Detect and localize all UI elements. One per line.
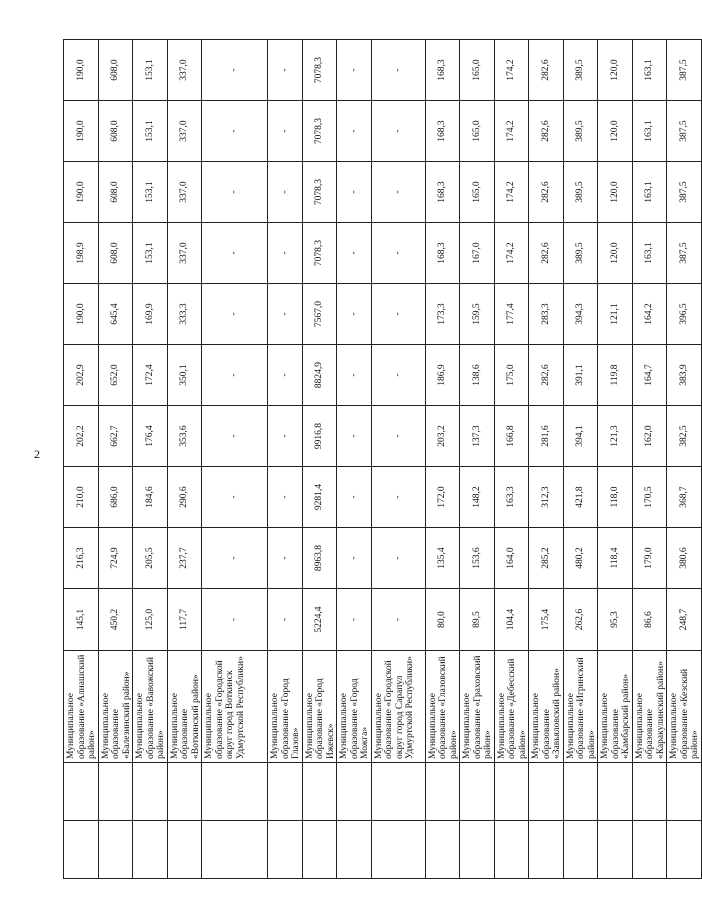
value-cell: 389,5 bbox=[563, 162, 598, 223]
value-cell: 175,4 bbox=[529, 589, 564, 651]
empty-cell bbox=[598, 821, 633, 879]
value-cell: 95,3 bbox=[598, 589, 633, 651]
empty-cell bbox=[167, 763, 202, 821]
value-cell: 7078,3 bbox=[302, 162, 337, 223]
value-cell: 282,6 bbox=[529, 40, 564, 101]
value-cell: 174,2 bbox=[494, 101, 529, 162]
value-cell: 164,2 bbox=[632, 284, 667, 345]
value-cell: 135,4 bbox=[425, 528, 460, 589]
value-cell: 337,0 bbox=[167, 162, 202, 223]
table-row bbox=[632, 40, 667, 879]
value-cell: - bbox=[268, 467, 303, 528]
value-cell: 686,0 bbox=[98, 467, 133, 528]
value-cell: - bbox=[371, 162, 425, 223]
value-cell: 283,3 bbox=[529, 284, 564, 345]
value-cell: 282,6 bbox=[529, 345, 564, 406]
value-cell: 394,3 bbox=[563, 284, 598, 345]
table-row bbox=[202, 40, 268, 879]
value-cell: - bbox=[268, 406, 303, 467]
empty-cell bbox=[563, 763, 598, 821]
value-cell: 205,5 bbox=[133, 528, 168, 589]
value-cell: 608,0 bbox=[98, 162, 133, 223]
value-cell: 389,5 bbox=[563, 223, 598, 284]
table-row bbox=[494, 40, 529, 879]
value-cell: 282,6 bbox=[529, 101, 564, 162]
value-cell: - bbox=[337, 162, 372, 223]
value-cell: 389,5 bbox=[563, 40, 598, 101]
value-cell: 163,1 bbox=[632, 40, 667, 101]
value-cell: 387,5 bbox=[667, 223, 702, 284]
empty-cell bbox=[302, 821, 337, 879]
value-cell: 80,0 bbox=[425, 589, 460, 651]
value-cell: 394,1 bbox=[563, 406, 598, 467]
value-cell: 198,9 bbox=[64, 223, 99, 284]
empty-cell bbox=[371, 763, 425, 821]
value-cell: 167,0 bbox=[460, 223, 495, 284]
value-cell: 153,6 bbox=[460, 528, 495, 589]
value-cell: 391,1 bbox=[563, 345, 598, 406]
value-cell: 179,0 bbox=[632, 528, 667, 589]
table-row bbox=[302, 40, 337, 879]
table-row bbox=[133, 40, 168, 879]
value-cell: 237,7 bbox=[167, 528, 202, 589]
page-number: 2 bbox=[34, 447, 40, 461]
value-cell: 162,0 bbox=[632, 406, 667, 467]
value-cell: 138,6 bbox=[460, 345, 495, 406]
value-cell: 337,0 bbox=[167, 101, 202, 162]
value-cell: 262,6 bbox=[563, 589, 598, 651]
value-cell: - bbox=[202, 223, 268, 284]
value-cell: - bbox=[268, 345, 303, 406]
value-cell: 153,1 bbox=[133, 162, 168, 223]
rotated-table-container bbox=[63, 39, 700, 879]
value-cell: 148,2 bbox=[460, 467, 495, 528]
table-row bbox=[268, 40, 303, 879]
value-cell: - bbox=[268, 162, 303, 223]
empty-cell bbox=[98, 763, 133, 821]
value-cell: - bbox=[337, 467, 372, 528]
empty-cell bbox=[460, 763, 495, 821]
empty-cell bbox=[167, 821, 202, 879]
value-cell: 137,3 bbox=[460, 406, 495, 467]
value-cell: 421,8 bbox=[563, 467, 598, 528]
municipality-name: Муниципальное образование «Глазовский район» bbox=[425, 651, 460, 763]
value-cell: 608,0 bbox=[98, 40, 133, 101]
value-cell: - bbox=[202, 528, 268, 589]
value-cell: 120,0 bbox=[598, 101, 633, 162]
empty-cell bbox=[529, 763, 564, 821]
value-cell: 190,0 bbox=[64, 284, 99, 345]
value-cell: - bbox=[202, 345, 268, 406]
table-row bbox=[167, 40, 202, 879]
value-cell: - bbox=[202, 467, 268, 528]
value-cell: 165,0 bbox=[460, 162, 495, 223]
value-cell: 8824,9 bbox=[302, 345, 337, 406]
value-cell: 121,1 bbox=[598, 284, 633, 345]
municipality-name: Муниципальное образование «Городской округ город Воткинск Удмуртской Республики» bbox=[202, 651, 268, 763]
empty-cell bbox=[64, 763, 99, 821]
table-row bbox=[529, 40, 564, 879]
value-cell: 164,7 bbox=[632, 345, 667, 406]
value-cell: 175,0 bbox=[494, 345, 529, 406]
value-cell: 7567,0 bbox=[302, 284, 337, 345]
value-cell: 89,5 bbox=[460, 589, 495, 651]
value-cell: 169,9 bbox=[133, 284, 168, 345]
value-cell: - bbox=[268, 40, 303, 101]
value-cell: 387,5 bbox=[667, 40, 702, 101]
value-cell: 163,1 bbox=[632, 223, 667, 284]
value-cell: - bbox=[268, 528, 303, 589]
value-cell: 120,0 bbox=[598, 162, 633, 223]
value-cell: 168,3 bbox=[425, 223, 460, 284]
value-cell: - bbox=[337, 284, 372, 345]
value-cell: - bbox=[371, 284, 425, 345]
value-cell: 216,3 bbox=[64, 528, 99, 589]
empty-cell bbox=[268, 821, 303, 879]
empty-cell bbox=[632, 821, 667, 879]
municipality-name: Муниципальное образование «Завьяловский район» bbox=[529, 651, 564, 763]
value-cell: 190,0 bbox=[64, 40, 99, 101]
municipality-name: Муниципальное образование «Дебесский район» bbox=[494, 651, 529, 763]
value-cell: 383,9 bbox=[667, 345, 702, 406]
value-cell: 5224,4 bbox=[302, 589, 337, 651]
value-cell: 353,6 bbox=[167, 406, 202, 467]
value-cell: 389,5 bbox=[563, 101, 598, 162]
value-cell: 333,3 bbox=[167, 284, 202, 345]
value-cell: 210,0 bbox=[64, 467, 99, 528]
value-cell: 170,5 bbox=[632, 467, 667, 528]
empty-cell bbox=[98, 821, 133, 879]
value-cell: 202,9 bbox=[64, 345, 99, 406]
empty-cell bbox=[337, 821, 372, 879]
municipality-name: Муниципальное образование «Граховский район» bbox=[460, 651, 495, 763]
value-cell: 176,4 bbox=[133, 406, 168, 467]
value-cell: 285,2 bbox=[529, 528, 564, 589]
empty-cell bbox=[667, 763, 702, 821]
value-cell: 382,5 bbox=[667, 406, 702, 467]
value-cell: 396,5 bbox=[667, 284, 702, 345]
value-cell: 153,1 bbox=[133, 101, 168, 162]
table-row bbox=[64, 40, 99, 879]
empty-cell bbox=[133, 821, 168, 879]
value-cell: 163,1 bbox=[632, 162, 667, 223]
value-cell: 312,3 bbox=[529, 467, 564, 528]
value-cell: 337,0 bbox=[167, 223, 202, 284]
value-cell: 290,6 bbox=[167, 467, 202, 528]
empty-cell bbox=[64, 821, 99, 879]
value-cell: 164,0 bbox=[494, 528, 529, 589]
table-row bbox=[460, 40, 495, 879]
value-cell: 86,6 bbox=[632, 589, 667, 651]
value-cell: - bbox=[202, 406, 268, 467]
value-cell: 165,0 bbox=[460, 101, 495, 162]
value-cell: 184,6 bbox=[133, 467, 168, 528]
table-row bbox=[667, 40, 702, 879]
data-table bbox=[63, 39, 702, 879]
empty-cell bbox=[529, 821, 564, 879]
value-cell: 120,0 bbox=[598, 223, 633, 284]
empty-cell bbox=[133, 763, 168, 821]
empty-cell bbox=[460, 821, 495, 879]
value-cell: 117,7 bbox=[167, 589, 202, 651]
empty-cell bbox=[371, 821, 425, 879]
value-cell: 163,3 bbox=[494, 467, 529, 528]
empty-cell bbox=[425, 821, 460, 879]
value-cell: - bbox=[337, 223, 372, 284]
value-cell: - bbox=[268, 101, 303, 162]
value-cell: 153,1 bbox=[133, 40, 168, 101]
empty-cell bbox=[598, 763, 633, 821]
value-cell: - bbox=[202, 589, 268, 651]
value-cell: - bbox=[268, 223, 303, 284]
value-cell: - bbox=[268, 589, 303, 651]
value-cell: - bbox=[337, 528, 372, 589]
value-cell: 174,2 bbox=[494, 162, 529, 223]
value-cell: 7078,3 bbox=[302, 223, 337, 284]
value-cell: 450,2 bbox=[98, 589, 133, 651]
table-row bbox=[598, 40, 633, 879]
value-cell: 380,6 bbox=[667, 528, 702, 589]
value-cell: - bbox=[337, 345, 372, 406]
value-cell: 153,1 bbox=[133, 223, 168, 284]
value-cell: 172,4 bbox=[133, 345, 168, 406]
table-row bbox=[98, 40, 133, 879]
value-cell: 7078,3 bbox=[302, 101, 337, 162]
municipality-name: Муниципальное образование «Игринский район» bbox=[563, 651, 598, 763]
value-cell: - bbox=[371, 528, 425, 589]
value-cell: 119,8 bbox=[598, 345, 633, 406]
value-cell: - bbox=[371, 345, 425, 406]
value-cell: 125,0 bbox=[133, 589, 168, 651]
value-cell: 168,3 bbox=[425, 101, 460, 162]
value-cell: 608,0 bbox=[98, 101, 133, 162]
empty-cell bbox=[494, 821, 529, 879]
value-cell: 104,4 bbox=[494, 589, 529, 651]
value-cell: 387,5 bbox=[667, 162, 702, 223]
empty-cell bbox=[563, 821, 598, 879]
value-cell: - bbox=[371, 223, 425, 284]
municipality-name: Муниципальное образование «Кезский район» bbox=[667, 651, 702, 763]
value-cell: 159,5 bbox=[460, 284, 495, 345]
value-cell: - bbox=[337, 40, 372, 101]
value-cell: 368,7 bbox=[667, 467, 702, 528]
value-cell: 174,2 bbox=[494, 223, 529, 284]
value-cell: 120,0 bbox=[598, 40, 633, 101]
value-cell: 387,5 bbox=[667, 101, 702, 162]
value-cell: 724,9 bbox=[98, 528, 133, 589]
municipality-name: Муниципальное образование «Городской округ город Сарапул Удмуртской Республики» bbox=[371, 651, 425, 763]
municipality-name: Муниципальное образование «Каракулинский район» bbox=[632, 651, 667, 763]
empty-cell bbox=[302, 763, 337, 821]
value-cell: 203,2 bbox=[425, 406, 460, 467]
value-cell: 165,0 bbox=[460, 40, 495, 101]
table-row bbox=[337, 40, 372, 879]
value-cell: 173,3 bbox=[425, 284, 460, 345]
empty-cell bbox=[632, 763, 667, 821]
value-cell: 282,6 bbox=[529, 223, 564, 284]
municipality-name: Муниципальное образование «Балезинский район» bbox=[98, 651, 133, 763]
empty-cell bbox=[337, 763, 372, 821]
value-cell: - bbox=[202, 284, 268, 345]
value-cell: 172,0 bbox=[425, 467, 460, 528]
empty-cell bbox=[202, 763, 268, 821]
municipality-name: Муниципальное образование «Город Можга» bbox=[337, 651, 372, 763]
value-cell: 177,4 bbox=[494, 284, 529, 345]
table-row bbox=[425, 40, 460, 879]
value-cell: 8963,8 bbox=[302, 528, 337, 589]
value-cell: 121,3 bbox=[598, 406, 633, 467]
value-cell: - bbox=[371, 101, 425, 162]
municipality-name: Муниципальное образование «Алнашский район» bbox=[64, 651, 99, 763]
empty-cell bbox=[268, 763, 303, 821]
value-cell: - bbox=[202, 40, 268, 101]
value-cell: 186,9 bbox=[425, 345, 460, 406]
table-row bbox=[563, 40, 598, 879]
value-cell: 202,2 bbox=[64, 406, 99, 467]
value-cell: 7078,3 bbox=[302, 40, 337, 101]
municipality-name: Муниципальное образование «Воткинский район» bbox=[167, 651, 202, 763]
municipality-name: Муниципальное образование «Город Ижевск» bbox=[302, 651, 337, 763]
value-cell: 190,0 bbox=[64, 162, 99, 223]
value-cell: 337,0 bbox=[167, 40, 202, 101]
value-cell: 350,1 bbox=[167, 345, 202, 406]
value-cell: 168,3 bbox=[425, 162, 460, 223]
table-row bbox=[371, 40, 425, 879]
value-cell: 168,3 bbox=[425, 40, 460, 101]
municipality-name: Муниципальное образование «Вавожский район» bbox=[133, 651, 168, 763]
value-cell: - bbox=[371, 406, 425, 467]
value-cell: 190,0 bbox=[64, 101, 99, 162]
value-cell: - bbox=[202, 162, 268, 223]
value-cell: - bbox=[268, 284, 303, 345]
municipality-name: Муниципальное образование «Камбарский район» bbox=[598, 651, 633, 763]
value-cell: - bbox=[202, 101, 268, 162]
empty-cell bbox=[425, 763, 460, 821]
value-cell: 9916,8 bbox=[302, 406, 337, 467]
value-cell: 645,4 bbox=[98, 284, 133, 345]
municipality-name: Муниципальное образование «Город Глазов» bbox=[268, 651, 303, 763]
value-cell: - bbox=[371, 589, 425, 651]
empty-cell bbox=[667, 821, 702, 879]
value-cell: - bbox=[337, 101, 372, 162]
value-cell: - bbox=[371, 40, 425, 101]
value-cell: 166,8 bbox=[494, 406, 529, 467]
value-cell: 118,4 bbox=[598, 528, 633, 589]
value-cell: 174,2 bbox=[494, 40, 529, 101]
value-cell: 608,0 bbox=[98, 223, 133, 284]
empty-cell bbox=[202, 821, 268, 879]
value-cell: 652,0 bbox=[98, 345, 133, 406]
value-cell: 281,6 bbox=[529, 406, 564, 467]
value-cell: 145,1 bbox=[64, 589, 99, 651]
value-cell: 118,0 bbox=[598, 467, 633, 528]
value-cell: 9281,4 bbox=[302, 467, 337, 528]
value-cell: 163,1 bbox=[632, 101, 667, 162]
empty-cell bbox=[494, 763, 529, 821]
value-cell: 480,2 bbox=[563, 528, 598, 589]
value-cell: - bbox=[337, 589, 372, 651]
value-cell: 662,7 bbox=[98, 406, 133, 467]
value-cell: - bbox=[337, 406, 372, 467]
value-cell: 248,7 bbox=[667, 589, 702, 651]
value-cell: 282,6 bbox=[529, 162, 564, 223]
value-cell: - bbox=[371, 467, 425, 528]
